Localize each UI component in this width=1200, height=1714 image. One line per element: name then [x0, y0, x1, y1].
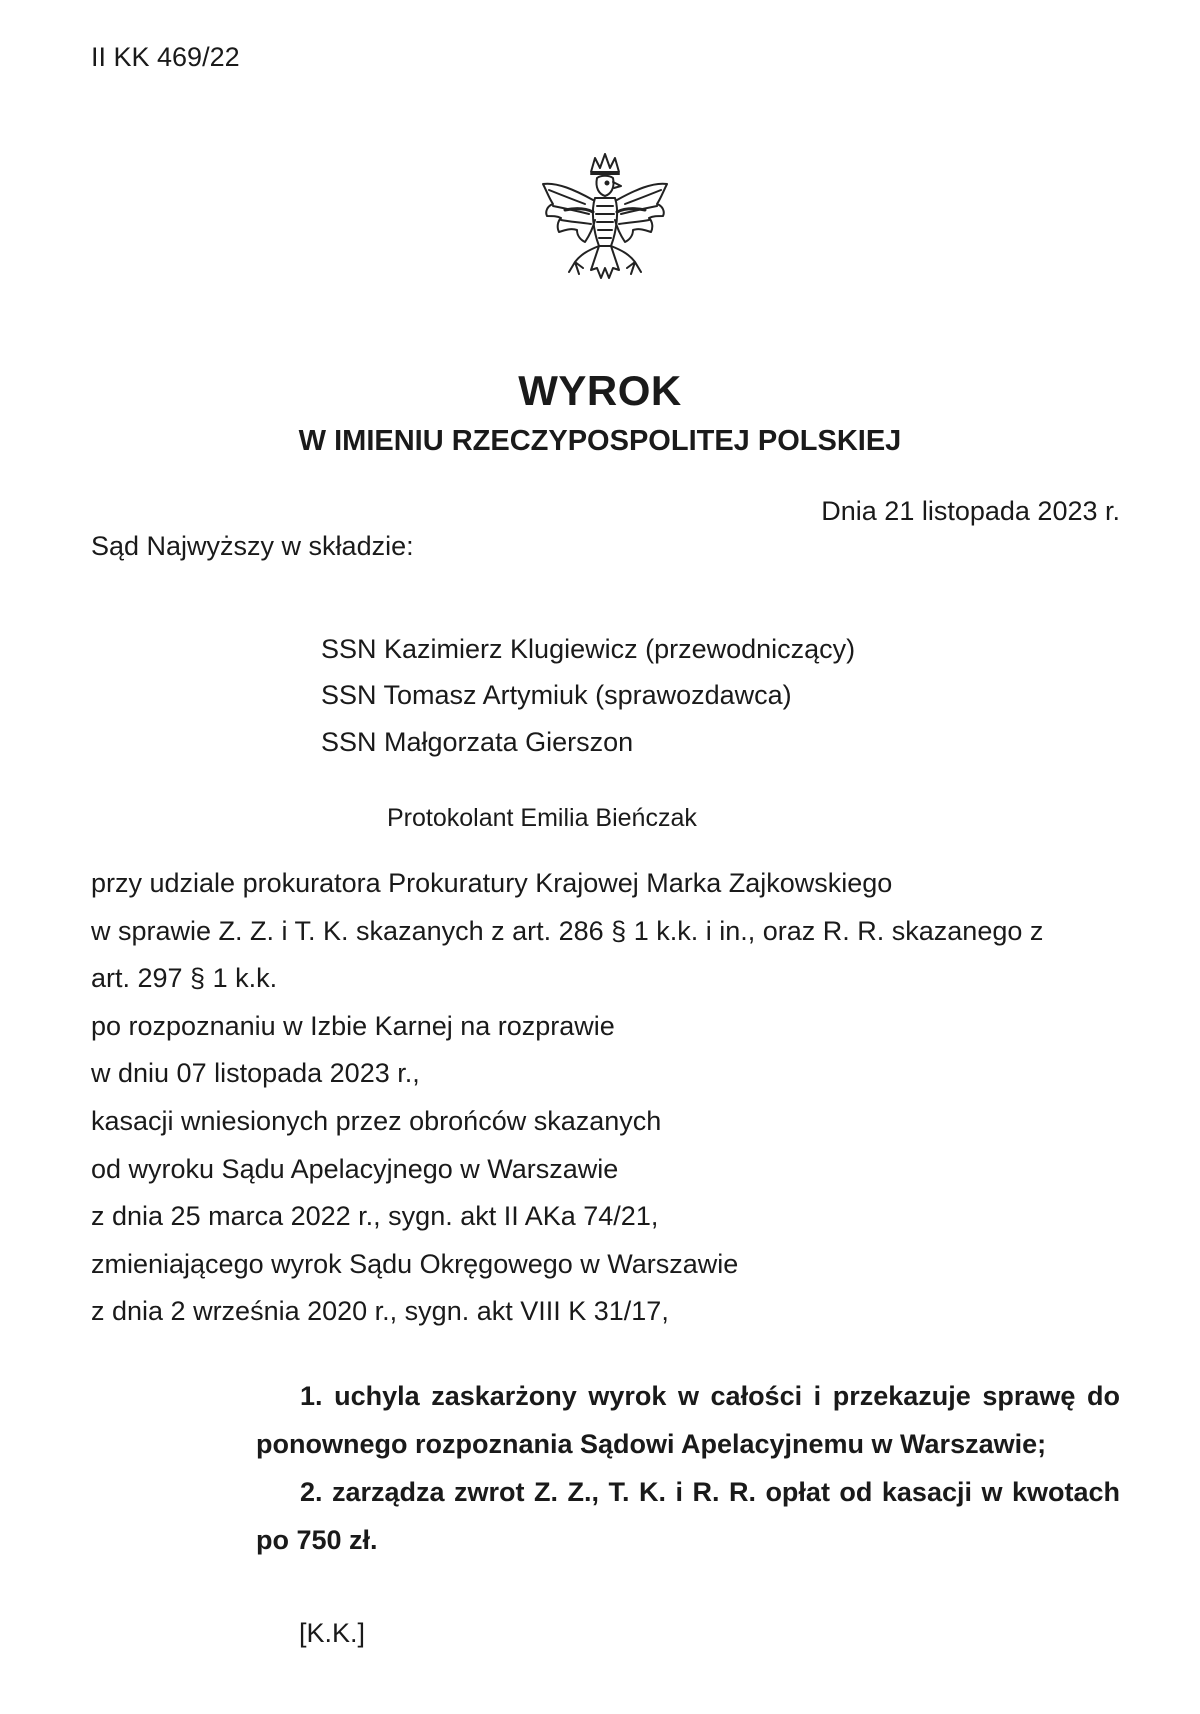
body-line: w sprawie Z. Z. i T. K. skazanych z art. 286 § 1 k.k. i in., oraz R. R. skazanego z	[91, 916, 1044, 946]
document-title: WYROK	[518, 367, 682, 414]
judge-member: SSN Małgorzata Gierszon	[321, 727, 634, 757]
body-line: z dnia 25 marca 2022 r., sygn. akt II AKa 74/21,	[91, 1201, 659, 1231]
judge-rapporteur: SSN Tomasz Artymiuk (sprawozdawca)	[321, 680, 792, 710]
body-line: w dniu 07 listopada 2023 r.,	[91, 1058, 420, 1088]
court-clerk: Protokolant Emilia Bieńczak	[387, 804, 697, 832]
case-number: II KK 469/22	[91, 42, 240, 72]
body-line: zmieniającego wyrok Sądu Okręgowego w Warszawie	[91, 1249, 739, 1279]
body-line: po rozpoznaniu w Izbie Karnej na rozprawie	[91, 1011, 615, 1041]
ruling-section	[256, 1372, 1120, 1564]
body-line: art. 297 § 1 k.k.	[91, 963, 278, 993]
ruling-point-2: 2. zarządza zwrot Z. Z., T. K. i R. R. opłat od kasacji w kwotach po 750 zł.	[256, 1477, 1120, 1555]
judgment-date: Dnia 21 listopada 2023 r.	[821, 496, 1120, 526]
document-subtitle: W IMIENIU RZECZYPOSPOLITEJ POLSKIEJ	[298, 425, 902, 457]
body-line: kasacji wniesionych przez obrońców skazanych	[91, 1106, 662, 1136]
signature-initials: [K.K.]	[299, 1618, 366, 1648]
polish-eagle-emblem-icon	[535, 150, 675, 300]
body-line: z dnia 2 września 2020 r., sygn. akt VIII K 31/17,	[91, 1296, 669, 1326]
judge-presiding: SSN Kazimierz Klugiewicz (przewodniczący)	[321, 634, 856, 664]
court-composition-intro: Sąd Najwyższy w składzie:	[91, 531, 414, 561]
body-line: przy udziale prokuratora Prokuratury Krajowej Marka Zajkowskiego	[91, 868, 893, 898]
body-line: od wyroku Sądu Apelacyjnego w Warszawie	[91, 1154, 619, 1184]
ruling-point-1: 1. uchyla zaskarżony wyrok w całości i przekazuje sprawę do ponownego rozpoznania Sądowi Apelacyjnemu w Warszawie;	[256, 1381, 1120, 1459]
